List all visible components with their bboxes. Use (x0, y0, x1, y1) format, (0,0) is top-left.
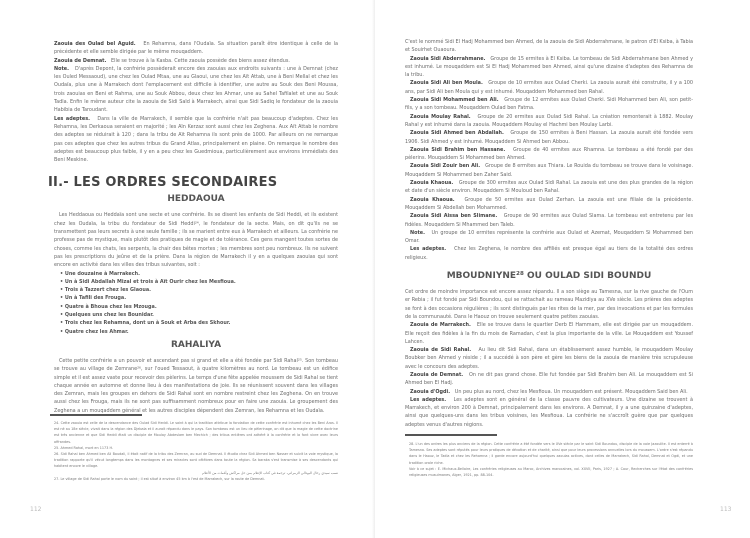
entry (405, 162, 693, 179)
entry-text: Groupe de 90 ermites aux Oulad Slama. Le tombeau est entretenu par les fidèles. Mouqaddem Si Mhammed ben Taleb. (405, 213, 693, 228)
entry-term: Zaouia Sidi Ahmed ben Abdallah. (410, 130, 504, 137)
entry-text: Groupe de 50 ermites aux Oulad Zerhan. La zaouia est une filiale de la précédente. Mouqaddem Si Abdellah ben Mohammed. (405, 196, 693, 211)
entry (54, 65, 338, 115)
entry (405, 212, 693, 229)
entry-term: Les adeptes. (54, 115, 90, 122)
entry (405, 388, 693, 396)
entry (405, 179, 693, 196)
footnote: 27. Le village de Sidi Rahal porte le nom du saint ; il est situé à environ 45 km à l'est de Marrakech, sur la route de Demnat. (54, 476, 265, 481)
entry-term: Note. (410, 229, 425, 236)
entry-term: Note. (54, 65, 69, 72)
list-item: • Un à Tafili des Frouga. (60, 294, 338, 302)
entry-text: Un groupe de 10 ermites représente la confrérie aux Oulad et Azemat, Mouqaddem Si Mohammed ben Omar. (405, 229, 693, 245)
entry (405, 371, 693, 388)
footnote: 25. Ahmed Rahal, mort en 1173 H. (54, 445, 114, 450)
entry (405, 346, 693, 371)
entry (405, 146, 693, 163)
entry-text: Groupe de 40 ermites aux Rhamna. Le tombeau a été fondé par des pèlerins. Mouqaddem Si Mohammed ben Ahmed. (405, 146, 693, 162)
right-footnotes (409, 441, 693, 478)
page-number: 113 (720, 506, 732, 513)
entry (405, 229, 693, 246)
left-page-body (48, 40, 338, 415)
footnote: 28. L'un des ordres les plus anciens de la région. Cette confrérie a été fondée vers le XVe siècle par le saint Sidi Boundou, disciple de la voie Jazoulite. Il est enterré à Tamesna. Ses adeptes sont réputés pour leurs pratiques de dévotion et de charité, ainsi que pour leurs processions annuelles lors du moussem. L'ordre s'est répandu dans le Haouz, le Tadla et chez les Rehamna ; il garde encore aujourd'hui quelques zaouias actives, dont celles de Marrakech, Sidi Rahal, Demnat et Ogdi, et une tradition orale riche. (409, 442, 693, 465)
heddaoua-list (54, 270, 338, 336)
entry-term: Zaouia Sidi Aissa ben Slimane. (410, 213, 498, 220)
entry-text: D'après Depont, la confrérie possèderait encore des zaouias aux endroits suivants : une à Demnat (chez les Ouled Messaoud), une chez les Oulad Mtaa, une au Glaoui, une chez les Aït Attab, une à Beni Mellal et chez les Oudaïa, plus une à Marrakech dont l'emplacement est difficile à identifier, une autre au Souk des Beni Moussa, trois zaouias en Beni et Rahma, une au Souk Abbou, deux chez les Ahmar, une au Sahel Tafilalet et une au Souk Tadla. Enfin le même auteur cite la zaouia de Sidi Saïd à Marrakech, ainsi que Sidi Sadiq le fondateur de la zaouia Habibia de Taroudant. (54, 65, 338, 114)
page-number: 112 (30, 506, 42, 513)
list-item: • Une douzaine à Marrakech. (60, 270, 338, 278)
entry-text: Groupe de 150 ermites à Beni Hassan. La zaouia aurait été fondée vers 1906. Sidi Ahmed y est inhumé. Mouqaddem Si Ahmed ben Abbou. (405, 130, 693, 145)
entry-term: Zaouia Khaoua. (410, 196, 455, 203)
entry-text: Un peu plus au nord, chez les Mesfioua. Un mouqaddem est présent. Mouqaddem Said ben Ali. (454, 388, 688, 395)
entry (54, 57, 338, 65)
entry (405, 129, 693, 146)
entry-term: Zaouia Sidi Zouir ben Ali. (410, 163, 481, 170)
entry (405, 55, 693, 80)
left-footnotes (54, 420, 338, 482)
entry (405, 96, 693, 113)
footnote: 24. Cette zaouia est celle de la descendance des Oulad Sidi Heddi. Le saint à qui la tradition attribue la fondation de cette confrérie est inhumé chez les Beni Aros. Il est né au 18e siècle, vivait dans la région des Djebala et il aurait répandu dans le pays. Son tombeau est un lieu de pèlerinage, on dit que la magie de cette doctrine est très ancienne et que Sidi Heddi était un disciple de Moulay Abdeslam ben Mechich ; des tribus entières ont adhéré à la confrérie et la font vivre avec leurs offrandes. (54, 421, 338, 444)
entry-text: Groupe de 12 ermites aux Oulad Cherki. Sidi Mohammed ben Ali, son petit-fils, y a son tombeau. Mouqaddem Oulad ben Fatma. (405, 97, 693, 112)
entry-text: Elle se trouve dans le quartier Derb El Hammam, elle est dirigée par un mouqaddem. Elle reçoit des fidèles à la fin du mois de Ramadan, c'est la plus importante de la ville. Le Mouqaddem est Youssef Lahcen. (405, 322, 694, 345)
footnote-divider (50, 414, 142, 416)
entry-text: En Rehamna, dans l'Oudaïa. Sa situation paraît être identique à celle de la précédente et elle semble dirigée par le même mouqaddem. (54, 41, 338, 56)
footnote-divider (405, 434, 497, 436)
entry-text: Au lieu dit Sidi Rahal, dans un établissement assez humble, le mouqaddem Moulay Boubker ben Ahmed y réside ; il a succédé à son père et gère les biens de la zaouia de manière très scrupuleuse avec le concours des adeptes. (405, 347, 693, 370)
list-item: • Un à Sidi Abdallah Mizal et trois à Aït Ourir chez les Mesfioua. (60, 278, 338, 286)
entry-term: Zaouia d'Ogdi. (410, 388, 451, 395)
list-item: • Quatre chez les Ahmar. (60, 328, 338, 336)
entry-text: Groupe de 15 ermites à El Ksiba. Le tombeau de Sidi Abderrahmane ben Ahmed y est inhumé. Le mouqaddem est Si El Hadj Mohammed ben Ahmed, ainsi qu'une dizaine d'adeptes des Rehamna de la tribu. (405, 55, 693, 79)
list-item: • Trois chez les Rehamna, dont un à Souk et Arba des Skhour. (60, 319, 338, 327)
entry-term: Zaouia Sidi Abderrahmane. (410, 55, 486, 62)
entry-term: Zaouia de Demnat. (410, 371, 464, 378)
entry-text: On ne dit pas grand chose. Elle fut fondée par Sidi Brahim ben Ali. Le mouqaddem est Si Ahmed ben El Hadj. (405, 371, 693, 387)
entry-term: Zaouia Sidi Ali ben Moula. (410, 80, 483, 87)
subheading-rahaliya: RAHALIYA (170, 339, 222, 350)
entry (405, 79, 693, 96)
right-page-body (405, 38, 693, 429)
intro-entries (54, 40, 338, 164)
entry-term: Zaouia Khaoua. (410, 180, 454, 187)
intro-paragraph: C'est le nommé Sidi El Hadj Mohammed ben Ahmed, de la zaouia de Sidi Abderrahmane, le patron d'El Ksiba, à Tabia et Souirhet Ouaoura. (405, 39, 693, 54)
zaouia-entries (405, 55, 693, 262)
rahaliya-paragraph: Cette petite confrérie a un pouvoir et ascendant pas si grand et elle a été fondée par Sidi Rahal²⁵. Son tombeau se trouve au village de Zemrane²⁶, sur l'oued Tessaout, à quatre kilomètres au nord. Le tombeau est un édifice simple et il est assez vaste pour recevoir des pèlerins. Le temps d'une fête appelée moussem de Sidi Rahal se tient chaque année en automne et donne lieu à des manifestations de joie. Ils se réunissent souvent dans les villages des Zemran, mais les groupes en dehors de Sidi Rahal sont en nombre restreint chez les Zeghena. On en trouve aussi chez les Frouga, mais ils ne sont pas suffisamment nombreux pour en faire une zaouia. Le groupement des Zeghena a un mouqaddem général et les autres disciples dépendent des Zemran, les Rehamna et les Oudaïa. (54, 357, 338, 414)
entry (405, 321, 693, 346)
footnote: Voir à ce sujet : E. Michaux-Bellaire, Les confréries religieuses au Maroc, Archives marocaines, vol. XXVII, Paris, 1927 ; A. Cour, Recherches sur l'état des confréries religieuses musulmanes, Alger, 1921, pp. 88-104. (409, 466, 693, 478)
subheading-mboudniyne: MBOUDNIYNE²⁸ OU OULAD SIDI BOUNDU (446, 271, 652, 282)
entry-text: Groupe de 300 ermites aux Oulad Sidi Rahal. La zaouia est une des plus grandes de la région et date d'un siècle environ. Mouqaddem Si Mouloud ben Rahal. (405, 180, 693, 195)
entry-term: Zaouia de Sidi Rahal. (410, 347, 472, 354)
entry (54, 40, 338, 57)
entry-term: Zaouia Sidi Mohammed ben Ali. (410, 97, 499, 104)
right-page (375, 0, 750, 538)
entry-text: Les adeptes sont en général de la classe pauvre des cultivateurs. Une dizaine se trouvent à Marrakech, et environ 200 à Demnat, principalement dans les environs. A Demnat, il y a une quinzaine d'adeptes, ainsi que quelques-uns dans les tribus voisines, les Mesfioua. La confrérie ne s'accroît guère que par quelques adeptes venus d'autres régions. (405, 396, 693, 428)
list-item: • Quelques uns chez les Bounidar. (60, 311, 338, 319)
entry (405, 113, 693, 130)
entry (405, 196, 693, 213)
entry-text: Dans la ville de Marrakech, il semble que la confrérie n'ait pas beaucoup d'adeptes. Chez les Rehamna, les Derkaoua seraient en majorité ; les Aïn Kerzaz sont aussi chez les Zeghena. Aux Aït Attab le nombre des adeptes se réduirait à 120 ; dans la tribu de Aït Rehamna ils sont près de 1000. Par ailleurs on ne remarque pas ces adeptes que chez les autres tribus du Grand Atlas, principalement en plaine. On remarque le nombre des adeptes est beaucoup plus faible, il y en a peu chez les Guedmioua, particulièrement aux environs immédiats des Beni Meskine. (54, 115, 338, 164)
entry-term: Zaouia Sidi Brahim ben Hassane. (410, 146, 506, 153)
heddaoua-paragraph: Les Heddaoua ou Heddaïa sont une secte et une confrérie. Ils se disent les enfants de Sidi Heddi, et ils existent chez les Oudaïa, la tribu du fondateur de Sidi Heddi²⁴, le fondateur de la secte. Mais, on dit qu'ils ne se transmettent pas leurs secrets à une seule famille ; ils se marient entre eux à Marrakech et ailleurs. La confrérie ne professe pas de mystique, mais plutôt des pratiques de magie et de tolérance. Ces gens mangent toutes sortes de choses, comme les chats, les serpents, la chair des bêtes mortes ; les membres sont peu nombreux. Ils ne suivent pas les prescriptions du jeûne et de la prière. Dans la région de Marrakech il y en a quelques zaouias qui sont encore en activité dans les villes des tribus suivantes, soit : (54, 212, 338, 269)
entry-term: Les adeptes. (410, 396, 447, 403)
footnote: نسب سيدي رحال البودالي الزمراني، ترجمة في كتاب الإعلام بمن حل مراكش وأغمات من الأعلام (201, 470, 338, 475)
list-item: • Quatre à Bhoua chez les Mzouga. (60, 303, 338, 311)
entry-text: Groupe de 20 ermites aux Oulad Sidi Rahal. La création remonterait à 1882. Moulay Rahal y est inhumé dans la zaouia. Mouqaddem Moulay el Hachmi ben Moulay Larbi. (405, 113, 693, 128)
entry (405, 245, 693, 262)
entry (54, 115, 338, 165)
entry-term: Les adeptes. (410, 246, 447, 253)
entry (405, 396, 693, 429)
entry-text: Groupe de 10 ermites aux Oulad Cherki. La zaouia aurait été construite, il y a 100 ans, par Sidi Ali ben Moula qui y est inhumé. Mouqaddem Mohammed ben Rahal. (405, 80, 693, 95)
entry-text: Chez les Zeghena, le nombre des affiliés est presque égal au tiers de la totalité des ordres religieux. (405, 246, 693, 261)
entry-term: Zaouia de Marrakech. (410, 322, 471, 329)
zaouia-entries-2 (405, 321, 693, 429)
subheading-heddaoua: HEDDAOUA (167, 194, 225, 205)
entry-term: Zaouia Moulay Rahal. (410, 113, 471, 120)
footnote: 26. Sidi Rahal ben Ahmed ben Ali Boudali, il était natif de la tribu des Zemran, au sud de Demnat. Il étudia chez Sidi Ahmed ben Nasser et suivit la voie mystique, la tradition rapporte qu'il vécut longtemps dans les montagnes et ses miracles sont célèbres dans toute la région. Sa baraka s'est transmise à ses descendants qui habitent encore le village. (54, 452, 338, 469)
entry-text: Groupe de 8 ermites aux Thiara. Le Rouida du tombeau se trouve dans le voisinage. Mouqaddem Si Mohammed ben Zaher Said. (405, 163, 693, 178)
mboudniyne-paragraph: Cet ordre de moindre importance est encore assez répandu. Il a son siège au Tamesna, sur la rive gauche de l'Oum er Rebia ; il fut fondé par Sidi Boundou, qui se rattachait au rameau Mazidiya au XVe siècle. Les prières des adeptes se font à des occasions régulières ; ils sont distingués par les rites de la mer, par des invocations et par les formules de la communauté. Dans le Haouz on trouve seulement quatre petites zaouias. (405, 289, 693, 320)
section-heading: II.- LES ORDRES SECONDAIRES (48, 175, 278, 191)
entry-text: Elle se trouve à la Kasba. Cette zaouia possède des biens assez étendus. (111, 57, 290, 64)
list-item: • Trois à Tazzert chez les Glaoua. (60, 286, 338, 294)
entry-term: Zaouia des Oulad bel Aguid. (54, 41, 136, 47)
entry-term: Zaouia de Demnat. (54, 57, 107, 64)
